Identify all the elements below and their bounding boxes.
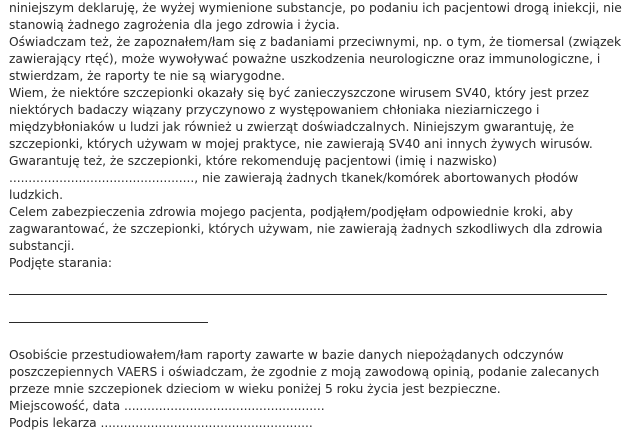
text-line: Osobiście przestudiowałem/łam raporty zawarte w bazie danych niepożądanych odczynów [9,348,564,362]
text-line: ludzkich. [9,188,64,202]
text-line: substancji. [9,239,75,253]
text-line: Podjęte starania: [9,256,112,270]
text-line: zawierający rtęć), może wywoływać poważne uszkodzenia neurologiczne oraz immunologiczne, i [9,52,601,66]
fill-in-line-short [9,322,208,323]
place-date-field: Miejscowość, data .................................................... [9,399,325,413]
signature-field: Podpis lekarza ....................................................... [9,416,313,430]
fill-in-line [9,294,607,295]
text-line: niektórych badaczy wiązany przyczynowo z występowaniem chłoniaka nieziarniczego i [9,103,540,117]
text-line: przeze mnie szczepionek dzieciom w wieku poniżej 5 roku życia jest bezpieczne. [9,382,501,396]
text-line: Gwarantuję też, że szczepionki, które rekomenduję pacjentowi (imię i nazwisko) [9,154,498,168]
text-line: stanowią żadnego zagrożenia dla jego zdrowia i życia. [9,18,340,32]
text-line: ................................................, nie zawierają żadnych tkanek/komórek abortowanych płodów [9,171,579,185]
text-line: Oświadczam też, że zapoznałem/łam się z badaniami przeciwnymi, np. o tym, że tiomersal (związek [9,35,622,49]
text-line: stwierdzam, że raporty te nie są wiarygodne. [9,69,285,83]
text-line: poszczepiennych VAERS i oświadczam, że zgodnie z moją zawodową opinią, podanie zalecanych [9,365,600,379]
text-line: szczepionki, których używam w mojej praktyce, nie zawierają SV40 ani innych żywych wirusów. [9,137,593,151]
text-line: międzybłoniaków u ludzi jak również u zwierząt doświadczalnych. Niniejszym gwarantuję, że [9,120,574,134]
text-line: Celem zabezpieczenia zdrowia mojego pacjenta, podjąłem/podjęłam odpowiednie kroki, aby [9,205,573,219]
text-line: Wiem, że niektóre szczepionki okazały się być zanieczyszczone wirusem SV40, który jest przez [9,86,589,100]
text-line: zagwarantować, że szczepionki, których używam, nie zawierają żadnych szkodliwych dla zdrowia [9,222,603,236]
text-line: niniejszym deklaruję, że wyżej wymienione substancje, po podaniu ich pacjentowi drogą iniekcji, nie [9,1,622,15]
